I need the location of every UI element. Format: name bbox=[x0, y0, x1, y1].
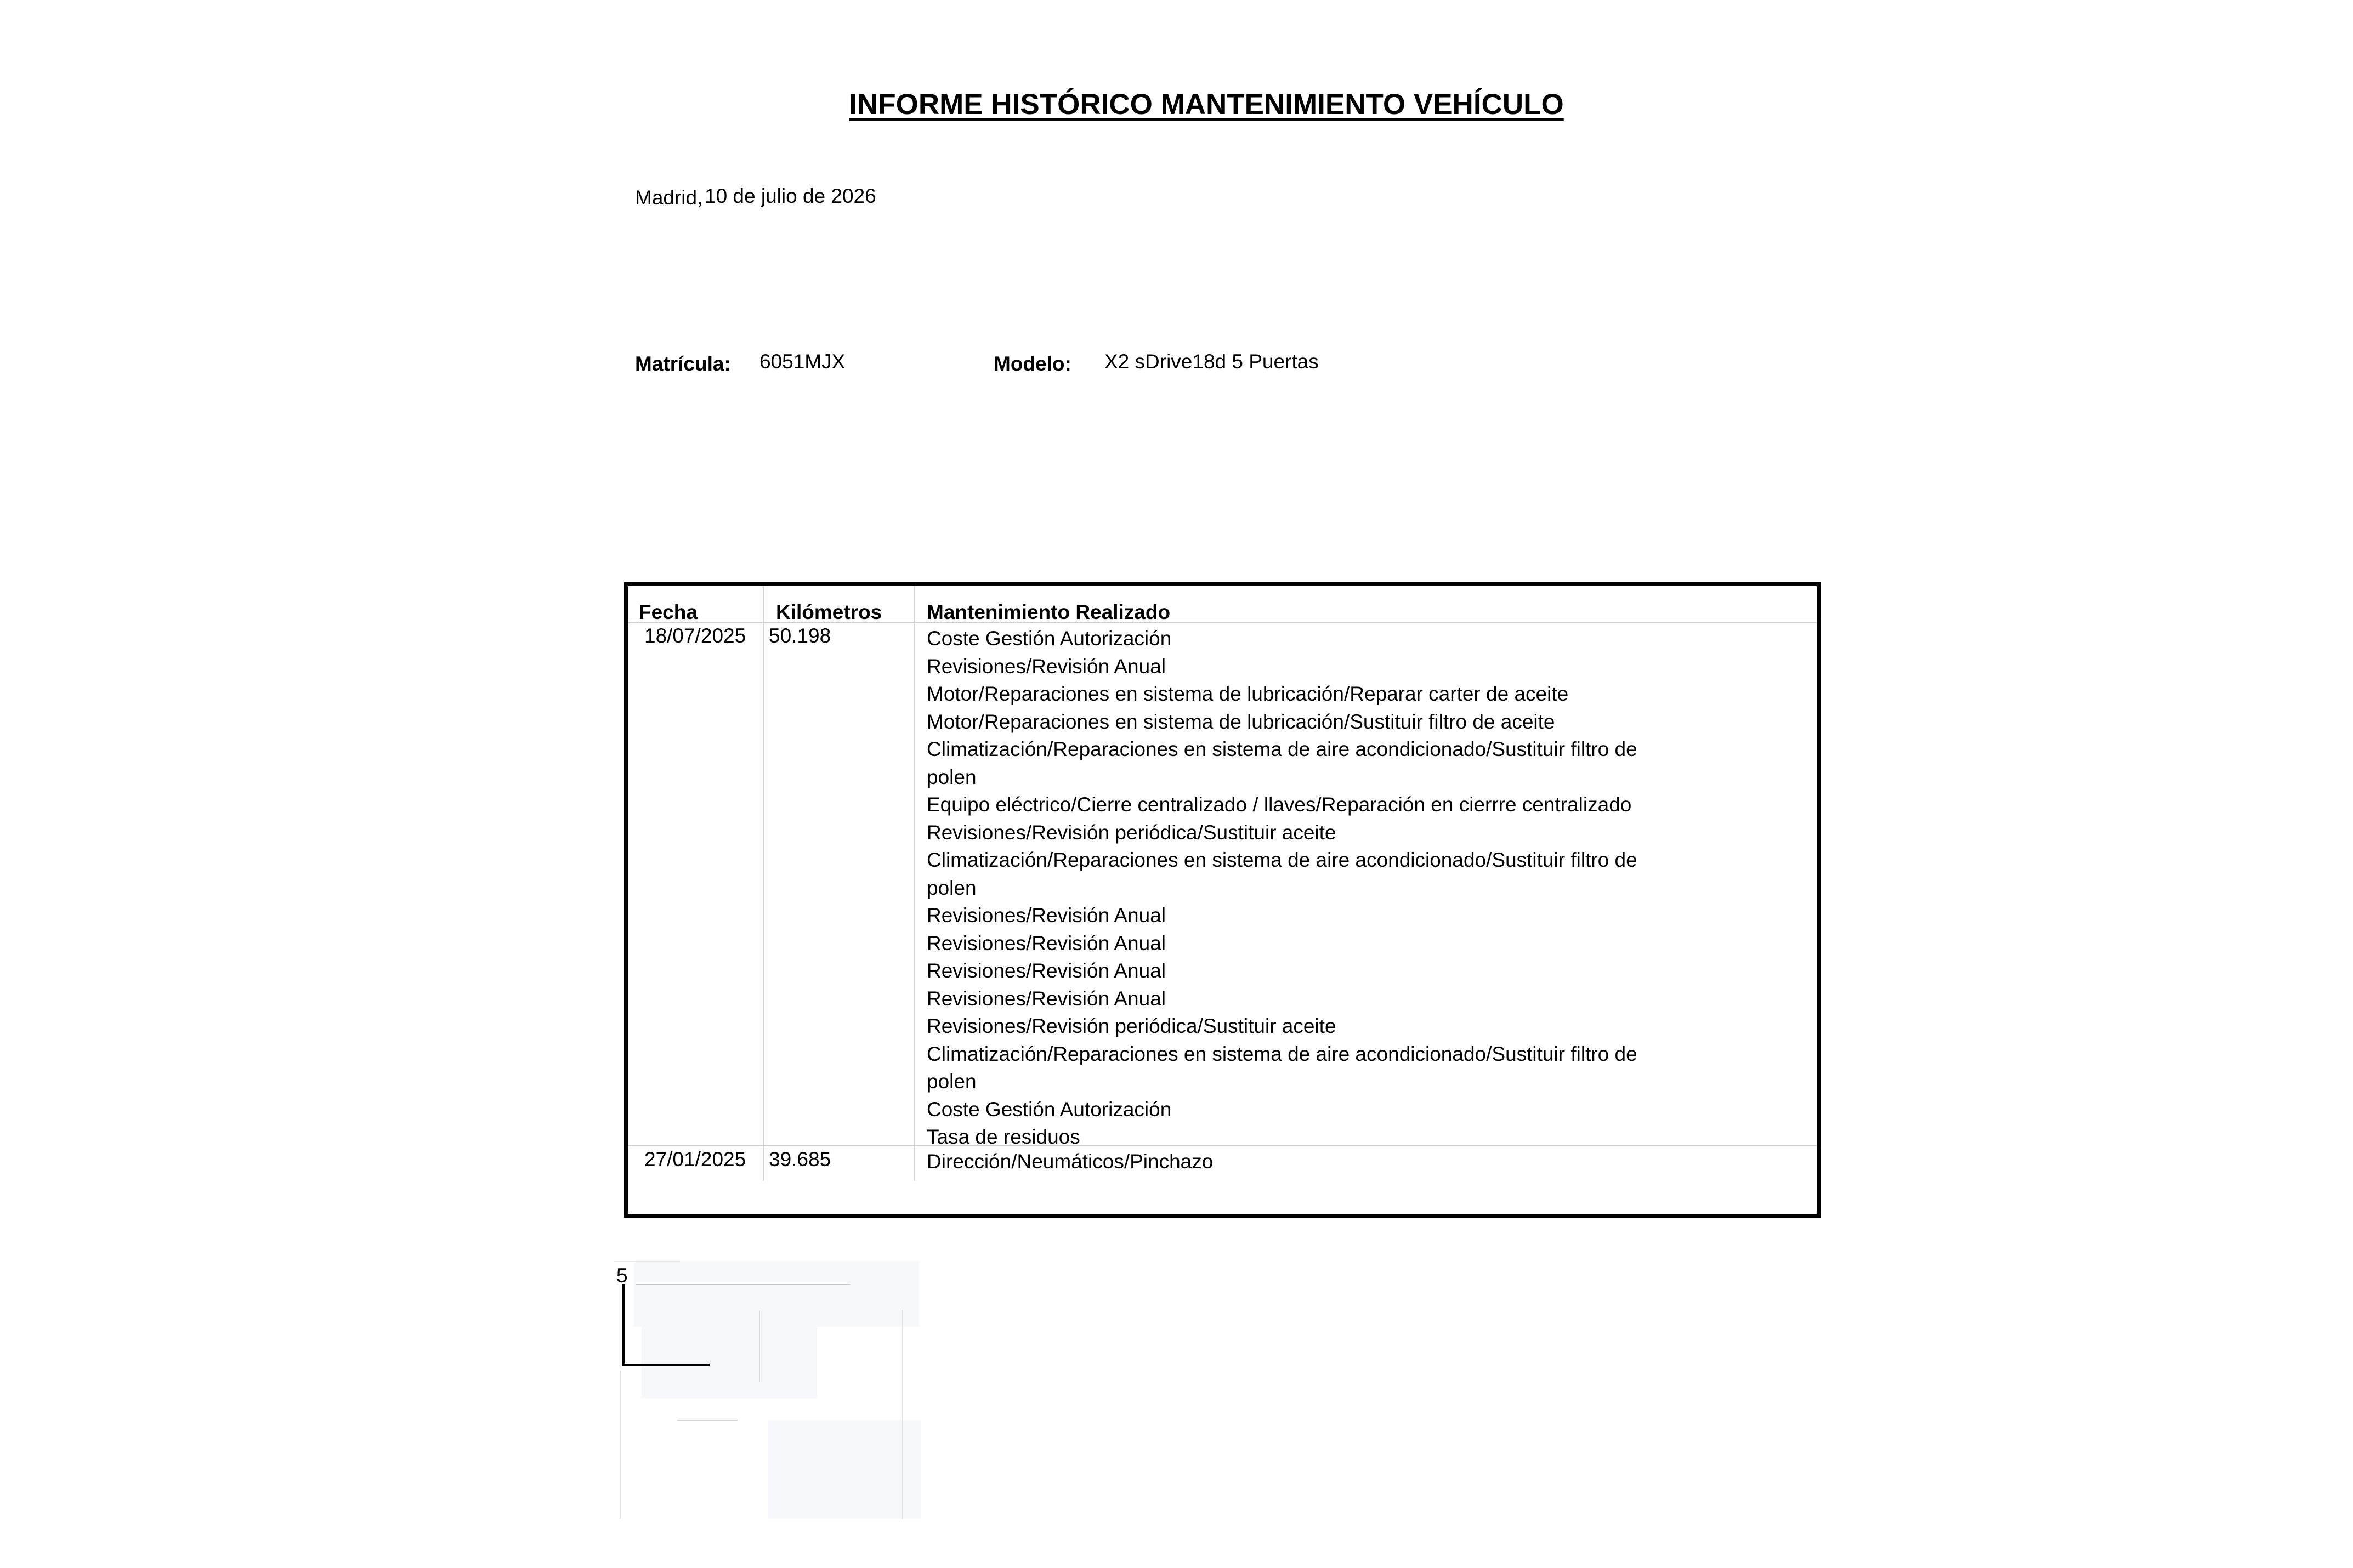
row-1-km: 50.198 bbox=[769, 624, 831, 647]
maintenance-item: polen bbox=[927, 1070, 977, 1093]
maintenance-item: Equipo eléctrico/Cierre centralizado / llaves/Reparación en cierrre centralizado bbox=[927, 793, 1632, 816]
report-title: INFORME HISTÓRICO MANTENIMIENTO VEHÍCULO bbox=[849, 88, 1564, 121]
maintenance-item: Climatización/Reparaciones en sistema de aire acondicionado/Sustituir filtro de bbox=[927, 738, 1637, 760]
maintenance-item: Revisiones/Revisión Anual bbox=[927, 987, 1166, 1010]
maintenance-item: Climatización/Reparaciones en sistema de aire acondicionado/Sustituir filtro de bbox=[927, 849, 1637, 871]
maintenance-item: Dirección/Neumáticos/Pinchazo bbox=[927, 1150, 1214, 1173]
maintenance-item: Coste Gestión Autorización bbox=[927, 627, 1172, 650]
maintenance-item: Climatización/Reparaciones en sistema de aire acondicionado/Sustituir filtro de bbox=[927, 1042, 1637, 1065]
maintenance-item: polen bbox=[927, 765, 977, 788]
maintenance-item: Revisiones/Revisión periódica/Sustituir aceite bbox=[927, 821, 1336, 844]
header-maintenance: Mantenimiento Realizado bbox=[927, 601, 1171, 623]
model-label: Modelo: bbox=[994, 353, 1071, 375]
page-mark: 5 bbox=[616, 1264, 628, 1287]
row-2-km: 39.685 bbox=[769, 1148, 831, 1171]
report-date: 10 de julio de 2026 bbox=[705, 185, 876, 207]
model-value: X2 sDrive18d 5 Puertas bbox=[1104, 350, 1319, 373]
maintenance-item: Tasa de residuos bbox=[927, 1126, 1080, 1148]
maintenance-item: Motor/Reparaciones en sistema de lubricación/Reparar carter de aceite bbox=[927, 683, 1569, 705]
row-2-date: 27/01/2025 bbox=[644, 1148, 746, 1171]
place-label: Madrid, bbox=[635, 186, 703, 209]
maintenance-item: Revisiones/Revisión Anual bbox=[927, 904, 1166, 927]
column-divider bbox=[763, 586, 764, 1181]
maintenance-item: Revisiones/Revisión Anual bbox=[927, 959, 1166, 982]
maintenance-item: Coste Gestión Autorización bbox=[927, 1098, 1172, 1121]
header-date: Fecha bbox=[639, 601, 698, 623]
maintenance-item: Revisiones/Revisión Anual bbox=[927, 931, 1166, 955]
row-2-maintenance-list bbox=[927, 1148, 1213, 1176]
header-km: Kilómetros bbox=[776, 601, 882, 623]
maintenance-item: Revisiones/Revisión Anual bbox=[927, 655, 1166, 678]
maintenance-item: polen bbox=[927, 876, 977, 899]
row-1-date: 18/07/2025 bbox=[644, 624, 746, 647]
faded-artifact bbox=[614, 1255, 921, 1519]
plate-value: 6051MJX bbox=[759, 350, 846, 373]
plate-label: Matrícula: bbox=[635, 353, 731, 375]
maintenance-table bbox=[624, 582, 1821, 1218]
column-divider bbox=[914, 586, 915, 1181]
maintenance-item: Revisiones/Revisión periódica/Sustituir aceite bbox=[927, 1015, 1336, 1037]
row-1-maintenance-list bbox=[927, 625, 1637, 1151]
maintenance-item: Motor/Reparaciones en sistema de lubricación/Sustituir filtro de aceite bbox=[927, 710, 1555, 733]
